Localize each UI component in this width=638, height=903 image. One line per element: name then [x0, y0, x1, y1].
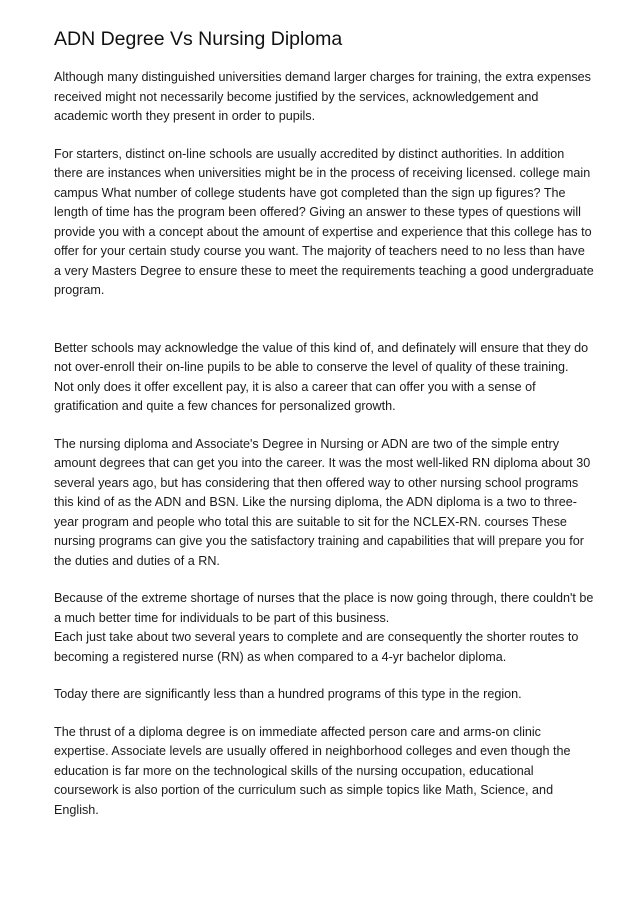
document-title: ADN Degree Vs Nursing Diploma [54, 28, 343, 50]
paragraph-program-count: Today there are significantly less than a hundred programs of this type in the region. [54, 687, 522, 701]
paragraph-intro: Although many distinguished universities demand larger charges for training, the extra expenses received might not necessarily become justified by the services, acknowledgement and academic worth they present in order to pupils. [54, 70, 591, 123]
paragraph-diploma-focus: The thrust of a diploma degree is on immediate affected person care and arms-on clinic expertise. Associate levels are usually offered in neighborhood colleges and even though the education is far more on the technological skills of the nursing occupation, educational coursework is also portion of the curriculum such as simple topics like Math, Science, and English. [54, 724, 571, 817]
paragraph-nurse-shortage: Because of the extreme shortage of nurses that the place is now going through, there couldn't be a much better time for individuals to be part of this business. [54, 591, 594, 625]
paragraph-career-pay: Not only does it offer excellent pay, it is also a career that can offer you with a sense of gratification and quite a few chances for personalized growth. [54, 379, 536, 413]
paragraph-better-schools: Better schools may acknowledge the value of this kind of, and definately will ensure that they do not over-enroll their on-line pupils to be able to conserve the level of quality of these training. [54, 340, 589, 374]
paragraph-shorter-routes: Each just take about two several years to complete and are consequently the shorter routes to becoming a registered nurse (RN) as when compared to a 4-yr bachelor diploma. [54, 630, 579, 664]
paragraph-accreditation: For starters, distinct on-line schools are usually accredited by distinct authorities. In addition there are instances when universities might be in the process of receiving licensed. college main campus What number of college students have got completed than the sign up figures? The length of time has the program been offered? Giving an answer to these types of questions will provide you with a concept about the amount of expertise and experience that this college has to offer for your certain study course you want. The majority of teachers need to no less than have a very Masters Degree to ensure these to meet the requirements teaching a good undergraduate program. [54, 146, 594, 297]
document-page [54, 26, 594, 838]
paragraph-diploma-adn: The nursing diploma and Associate's Degree in Nursing or ADN are two of the simple entry amount degrees that can get you into the career. It was the most well-liked RN diploma about 30 several years ago, but has considering that then offered way to other nursing school programs this kind of as the ADN and BSN. Like the nursing diploma, the ADN diploma is a two to three-year program and people who total this are suitable to sit for the NCLEX-RN. courses These nursing programs can give you the satisfactory training and capabilities that will prepare you for the duties and duties of a RN. [54, 436, 591, 568]
